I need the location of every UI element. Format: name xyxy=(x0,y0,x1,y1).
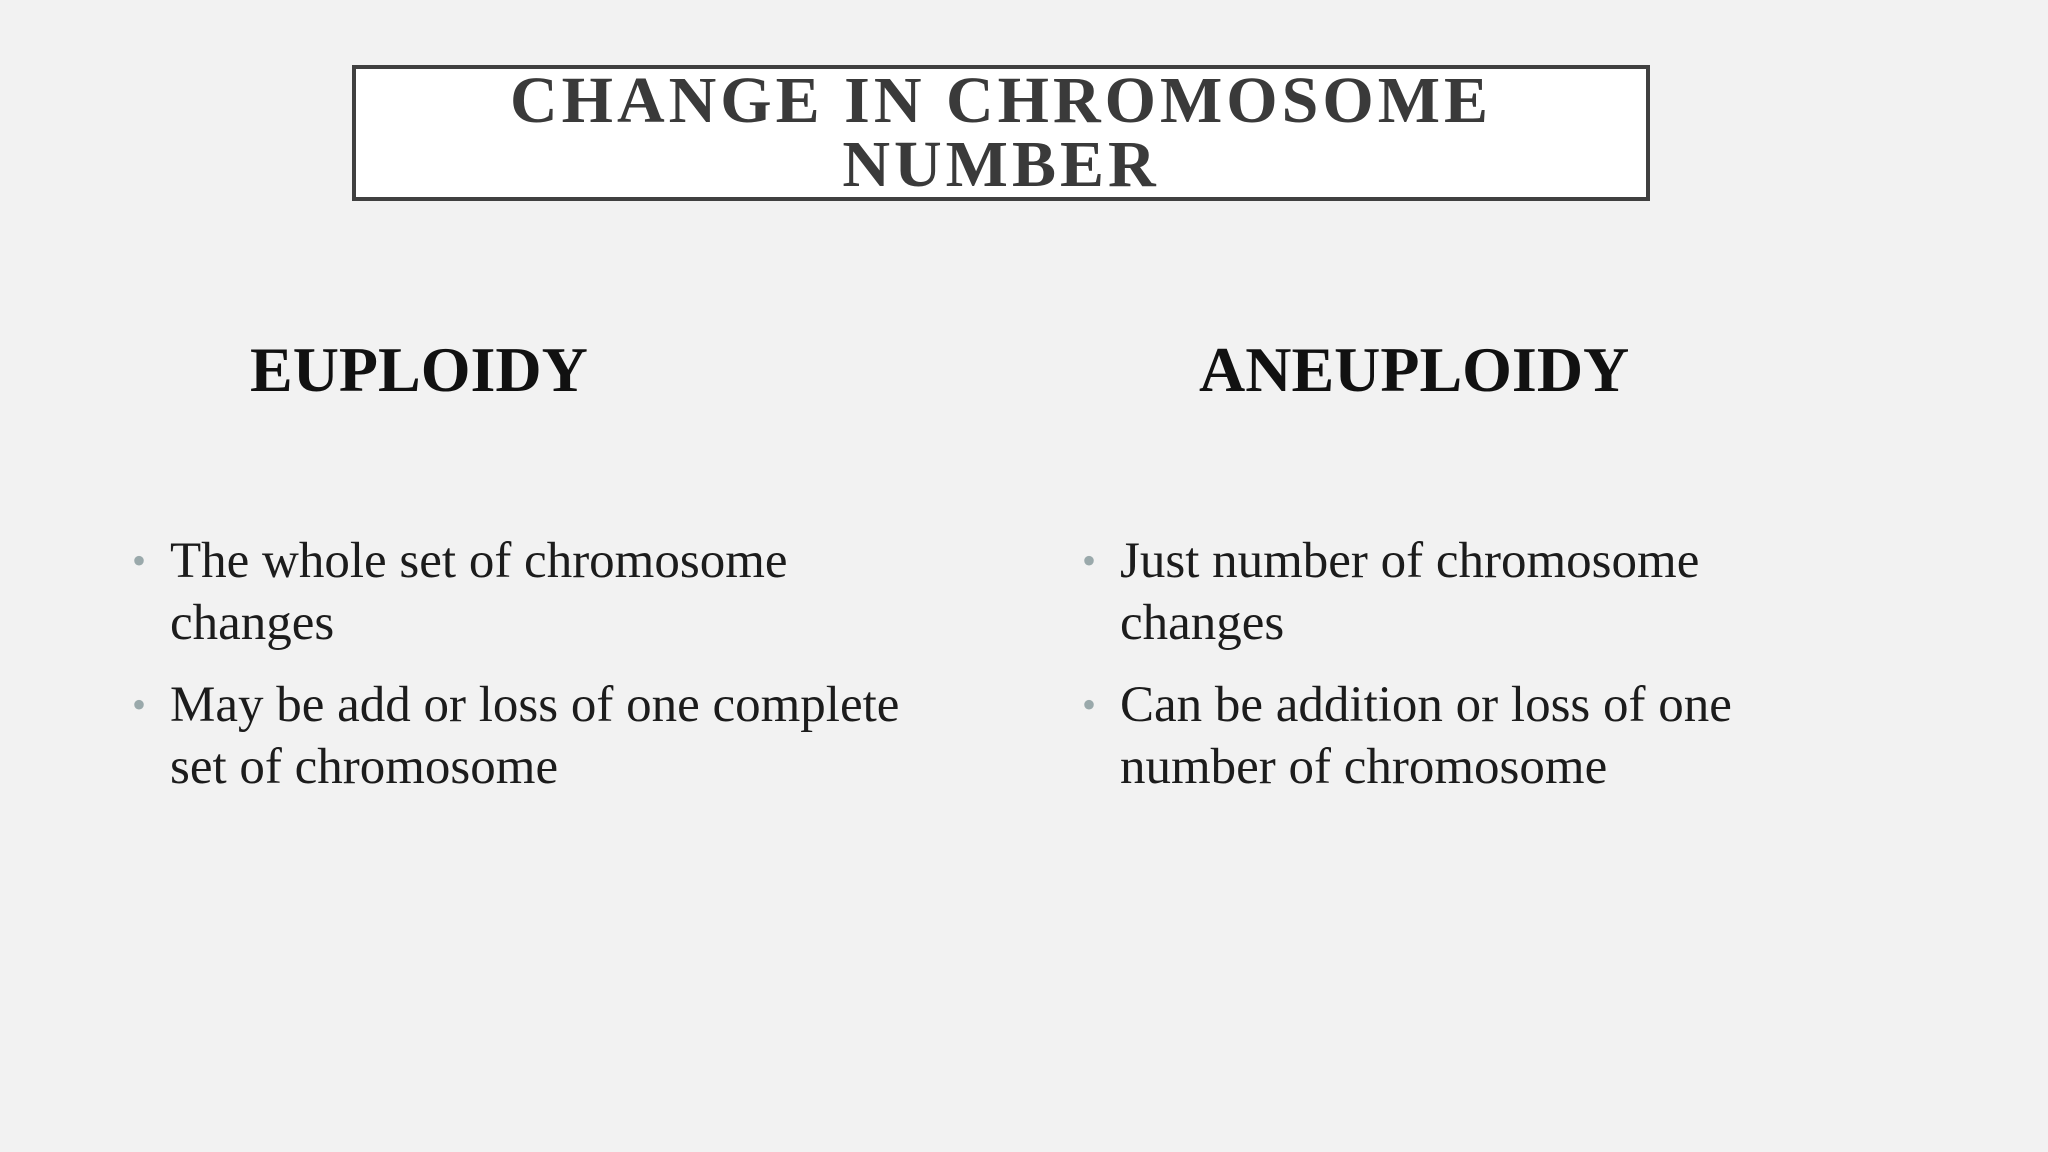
bullet-dot-icon: • xyxy=(1082,538,1097,583)
bullet-dot-icon: • xyxy=(132,682,147,727)
list-item xyxy=(128,674,908,798)
bullet-text: May be add or loss of one complete set of chromosome xyxy=(170,677,900,795)
aneuploidy-bullet-list xyxy=(1078,530,1858,818)
list-item xyxy=(1078,530,1858,654)
euploidy-bullet-list xyxy=(128,530,908,818)
title-box xyxy=(352,65,1650,201)
list-item xyxy=(1078,674,1858,798)
bullet-text: Can be addition or loss of one number of chromosome xyxy=(1120,677,1732,795)
bullet-text: Just number of chromosome changes xyxy=(1120,533,1700,651)
aneuploidy-heading: ANEUPLOIDY xyxy=(1199,334,1630,405)
euploidy-heading: EUPLOIDY xyxy=(250,334,588,405)
slide-title: CHANGE IN CHROMOSOME NUMBER xyxy=(509,64,1493,201)
bullet-dot-icon: • xyxy=(132,538,147,583)
bullet-dot-icon: • xyxy=(1082,682,1097,727)
list-item xyxy=(128,530,908,654)
bullet-text: The whole set of chromosome changes xyxy=(170,533,788,651)
